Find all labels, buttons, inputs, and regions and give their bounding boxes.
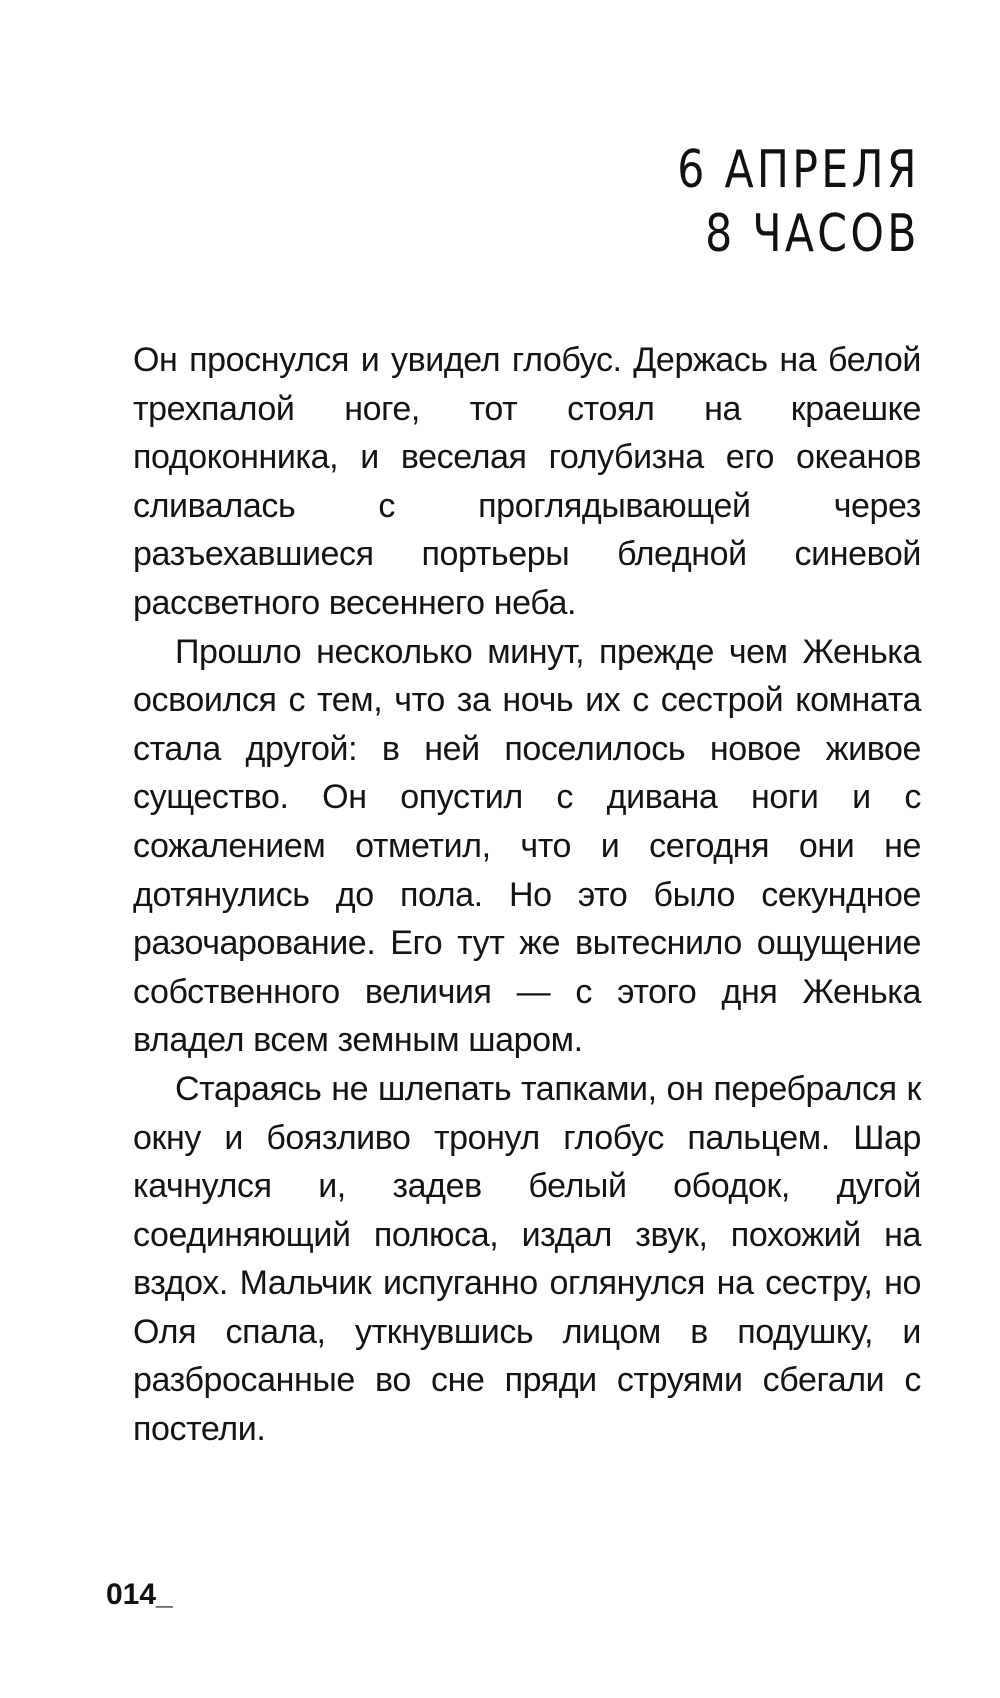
paragraph: Он проснулся и увидел глобус. Держась на белой трехпалой ноге, тот стоял на краешке подоконника, и веселая голубизна его океанов сливалась с проглядывающей через разъехавшиеся портьеры бледной синевой рассветного весеннего неба. <box>133 341 921 622</box>
chapter-heading <box>677 138 920 266</box>
heading-date: 6 АПРЕЛЯ <box>677 140 920 200</box>
paragraph: Стараясь не шлепать тапками, он перебрался к окну и боязливо тронул глобус пальцем. Шар качнулся и, задев белый ободок, дугой соединяющий полюса, издал звук, похожий на вздох. Мальчик испуганно оглянулся на сестру, но Оля спала, уткнувшись лицом в подушку, и разбросанные во сне пряди струями сбегали с постели. <box>133 1069 921 1449</box>
body-text <box>133 336 921 1454</box>
paragraph: Прошло несколько минут, прежде чем Женька освоился с тем, что за ночь их с сестрой комната стала другой: в ней поселилось новое живое существо. Он опустил с дивана ноги и с сожалением отметил, что и сегодня они не дотянулись до пола. Но это было секундное разочарование. Его тут же вытеснило ощущение собственного величия — с этого дня Женька владел всем земным шаром. <box>133 632 921 1060</box>
heading-time: 8 ЧАСОВ <box>705 204 920 264</box>
page-number: 014_ <box>106 1578 173 1611</box>
